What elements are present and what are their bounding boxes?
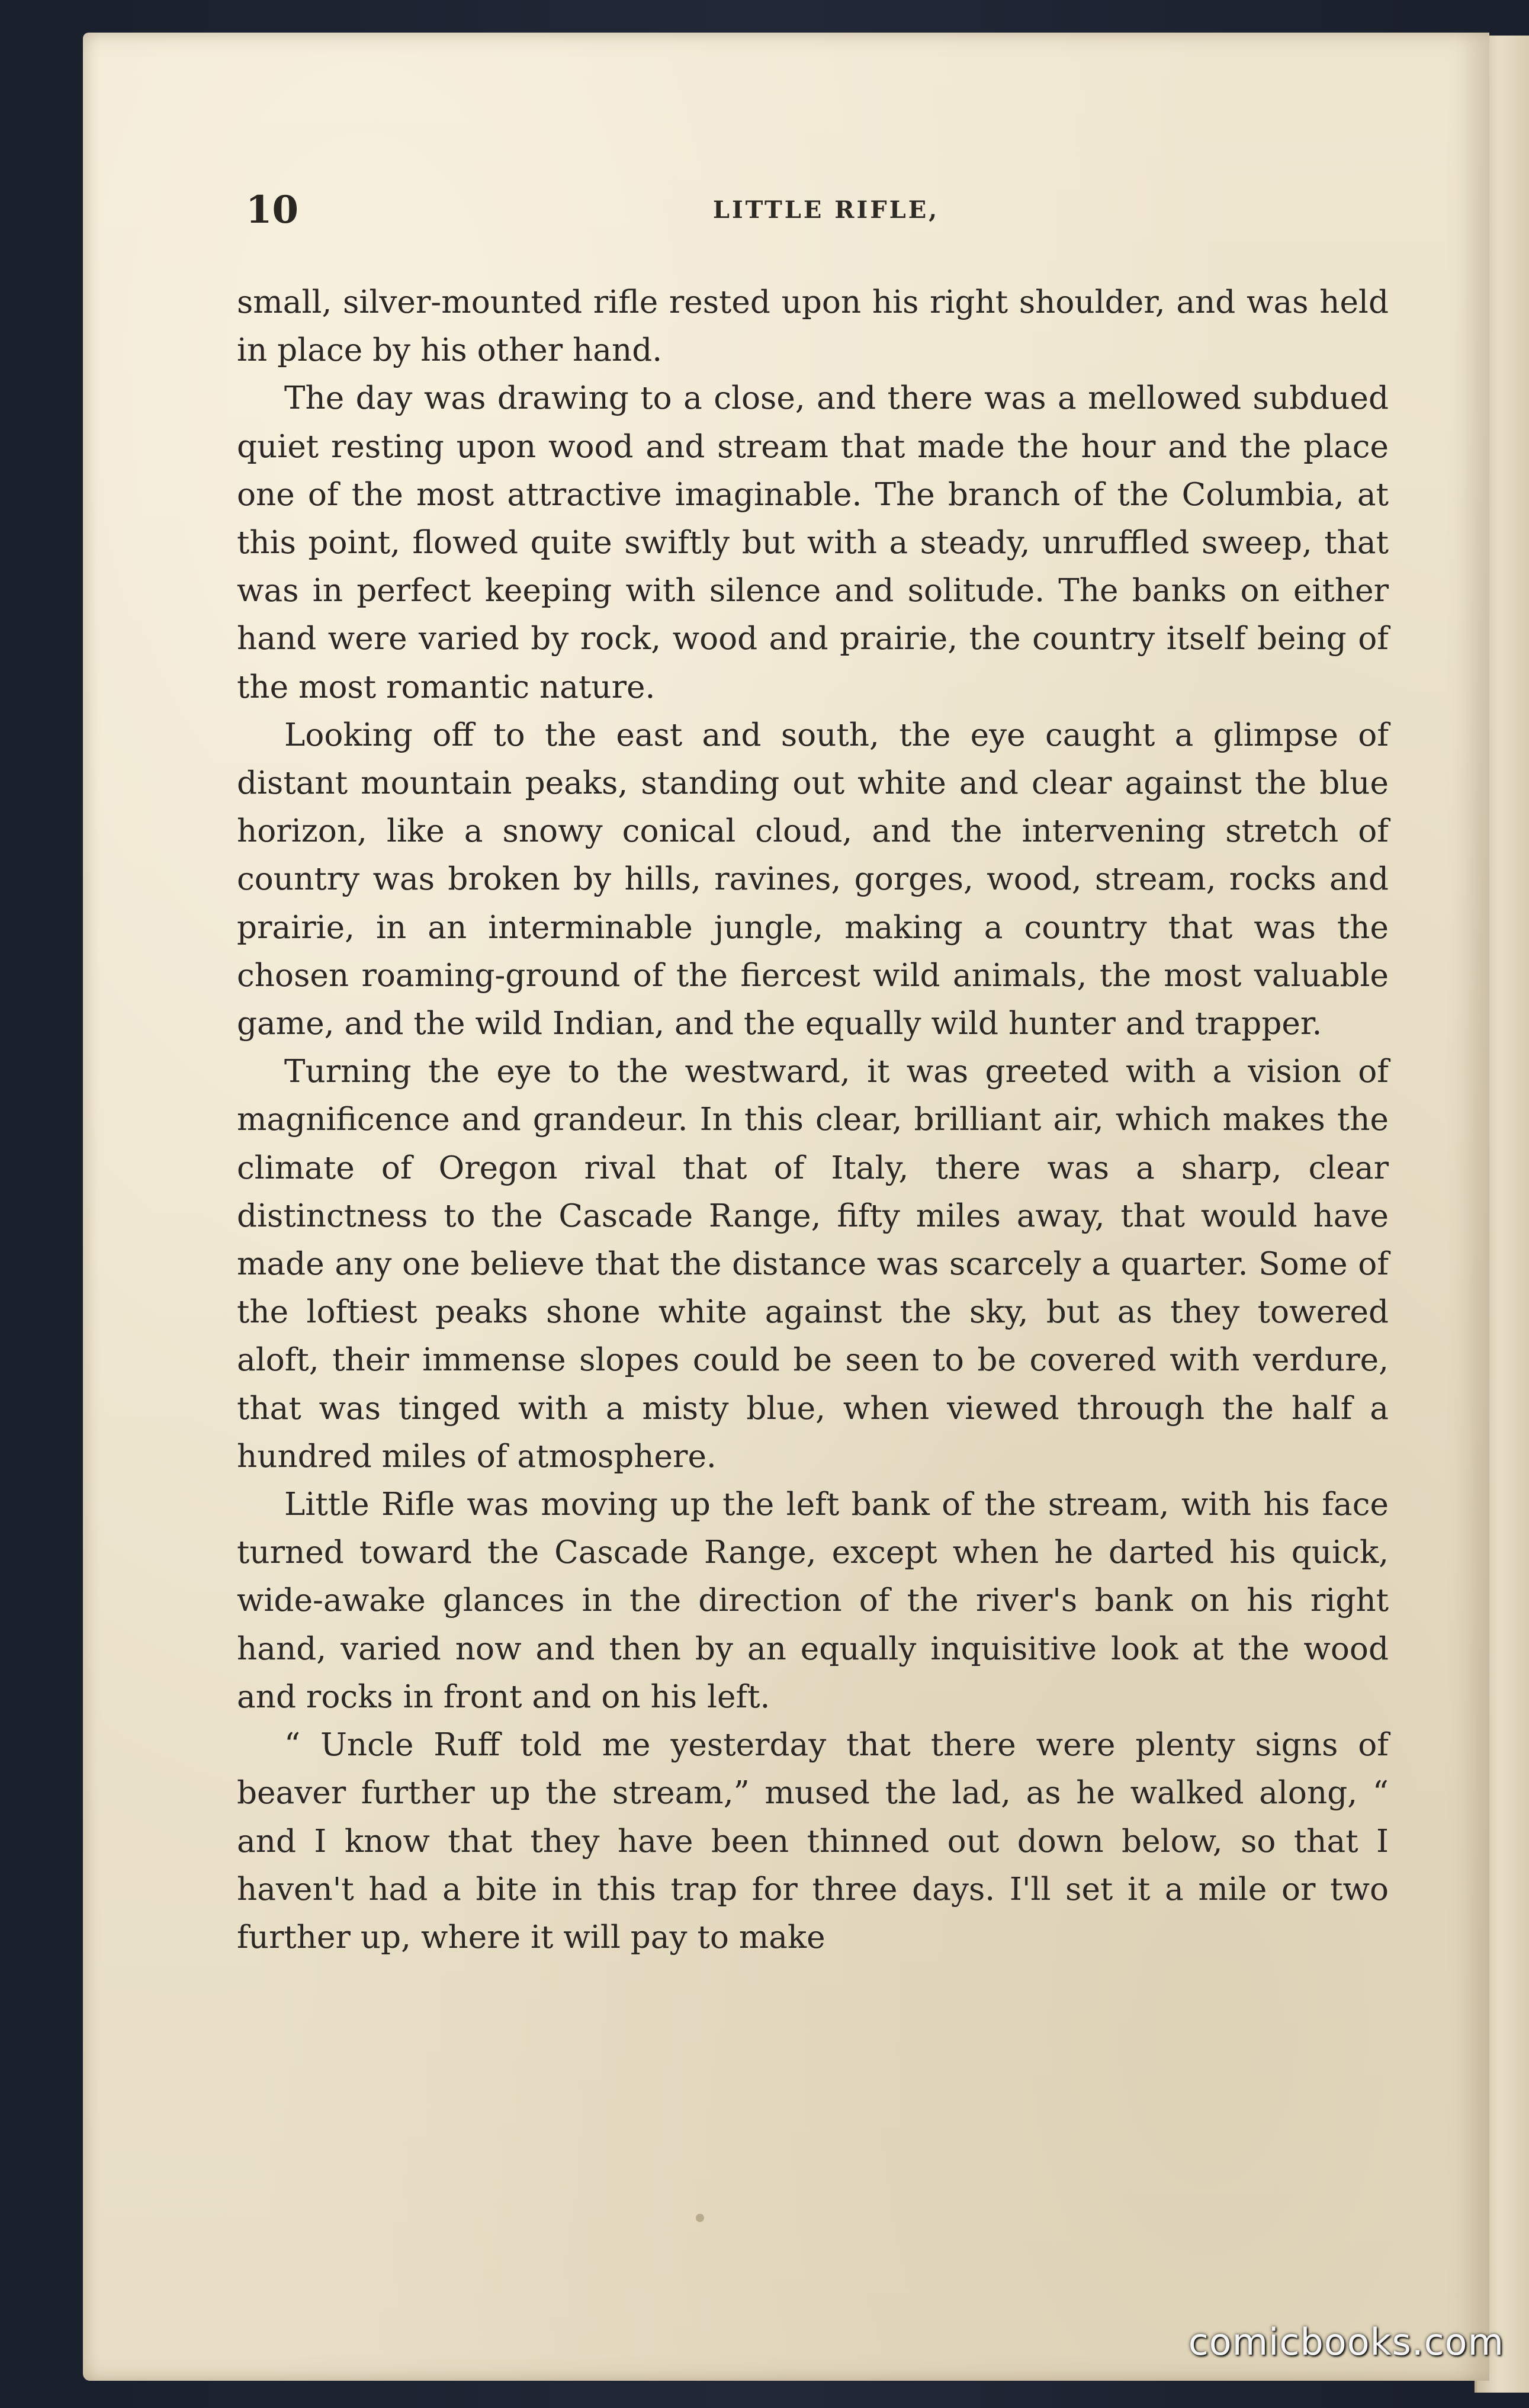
paragraph: Little Rifle was moving up the left bank of the stream, with his face turned toward the Cascade Range, except when he darted his quick, wide-awake glances in the direction of the river's bank on his right hand, varied now and then by an equally inquisitive look at the wood and rocks in front and on his left. bbox=[237, 1486, 1389, 1715]
paragraph: small, silver-mounted rifle rested upon his right shoulder, and was held in place by his other hand. bbox=[237, 284, 1389, 369]
paragraph: “ Uncle Ruff told me yesterday that there were plenty signs of beaver further up the stream,” mused the lad, as he walked along, “ and I know that they have been thinned out down below, so that I haven't had a bite in this trap for three days. I'll set it a mile or two further up, where it will pay to make bbox=[237, 1726, 1389, 1956]
page-number: 10 bbox=[246, 188, 299, 232]
paragraph: Looking off to the east and south, the eye caught a glimpse of distant mountain peaks, standing out white and clear against the blue horizon, like a snowy conical cloud, and the intervening stretch of country was broken by hills, ravines, gorges, wood, stream, rocks and prairie, in an interminable jungle, making a country that was the chosen roaming-ground of the fiercest wild animals, the most valuable game, and the wild Indian, and the equally wild hunter and trapper. bbox=[237, 716, 1389, 1042]
page-header bbox=[246, 181, 1406, 240]
paper-speck bbox=[696, 2214, 704, 2222]
running-head: LITTLE RIFLE, bbox=[712, 196, 940, 224]
paragraph: Turning the eye to the westward, it was greeted with a vision of magnificence and grandeur. In this clear, brilliant air, which makes the climate of Oregon rival that of Italy, there was a sharp, clear distinctness to the Cascade Range, fifty miles away, that would have made any one believe that the distance was scarcely a quarter. Some of the loftiest peaks shone white against the sky, but as they towered aloft, their immense slopes could be seen to be covered with verdure, that was tinged with a misty blue, when viewed through the half a hundred miles of atmosphere. bbox=[237, 1053, 1389, 1475]
watermark: comicbooks.com bbox=[1188, 2320, 1504, 2364]
body-text bbox=[237, 278, 1389, 1961]
paragraph: The day was drawing to a close, and there was a mellowed subdued quiet resting upon wood and stream that made the hour and the place one of the most attractive imaginable. The branch of the Columbia, at this point, flowed quite swiftly but with a steady, unruffled sweep, that was in perfect keeping with silence and solitude. The banks on either hand were varied by rock, wood and prairie, the country itself being of the most romantic nature. bbox=[237, 380, 1389, 705]
